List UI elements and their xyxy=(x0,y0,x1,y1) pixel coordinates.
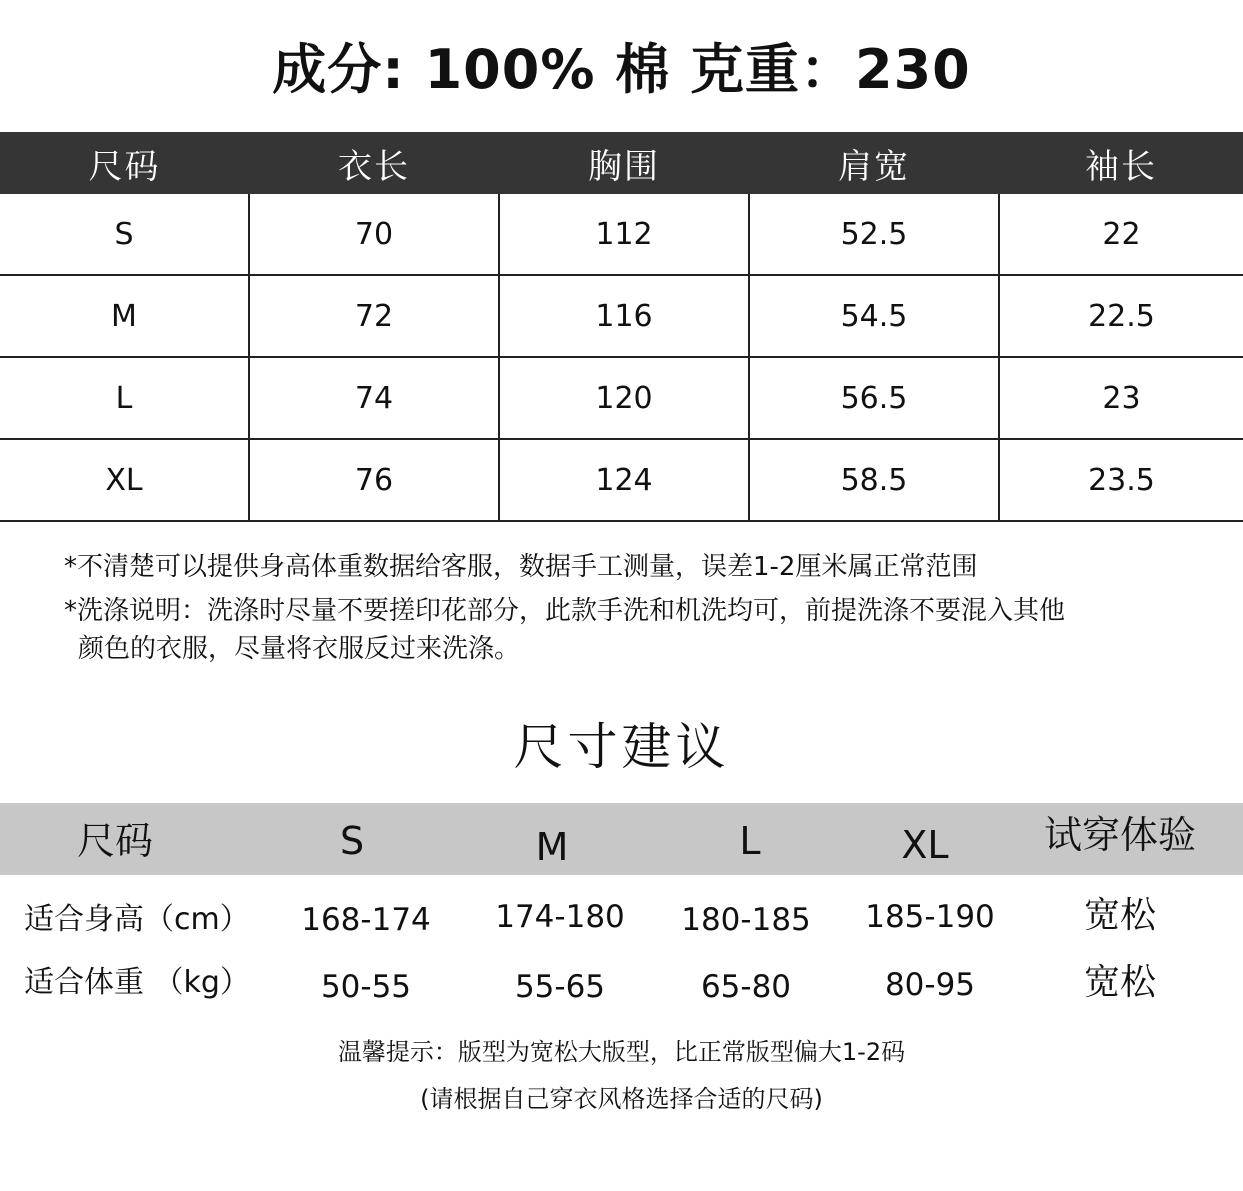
rec-header-xl: XL xyxy=(901,823,949,867)
height-row xyxy=(0,890,1243,950)
rec-header-fit: 试穿体验 xyxy=(1043,813,1196,857)
height-l: 180-185 xyxy=(681,902,811,938)
table-cell: 72 xyxy=(249,275,499,357)
table-cell: 23.5 xyxy=(999,439,1243,521)
rec-header-size: 尺码 xyxy=(76,819,153,863)
header-chest: 胸围 xyxy=(499,132,749,194)
table-cell: 56.5 xyxy=(749,357,999,439)
table-cell: 116 xyxy=(499,275,749,357)
weight-l: 65-80 xyxy=(700,969,792,1005)
table-cell: 74 xyxy=(249,357,499,439)
page-title: 成分: 100% 棉 克重：230 xyxy=(272,38,971,101)
recommend-header-row xyxy=(0,803,1243,875)
table-cell: 54.5 xyxy=(749,275,999,357)
size-chart-table xyxy=(0,132,1243,522)
height-row-label: 适合身高（cm） xyxy=(24,902,250,937)
measurement-note: *不清楚可以提供身高体重数据给客服，数据手工测量，误差1-2厘米属正常范围 xyxy=(64,552,978,582)
table-cell: 22.5 xyxy=(999,275,1243,357)
height-m: 174-180 xyxy=(495,899,625,935)
table-cell: M xyxy=(0,275,249,357)
table-cell: 22 xyxy=(999,194,1243,275)
rec-header-m: M xyxy=(535,825,569,869)
table-cell: 124 xyxy=(499,439,749,521)
weight-row-label: 适合体重 （kg） xyxy=(24,965,250,1000)
height-fit: 宽松 xyxy=(1083,895,1156,936)
washing-note-line1: *洗涤说明：洗涤时尽量不要搓印花部分，此款手洗和机洗均可，前提洗涤不要混入其他 xyxy=(64,596,1066,626)
notes-section xyxy=(64,548,1214,674)
weight-s: 50-55 xyxy=(320,969,412,1005)
table-row xyxy=(0,439,1243,521)
washing-note-line2: 颜色的衣服，尽量将衣服反过来洗涤。 xyxy=(78,634,521,664)
table-row xyxy=(0,357,1243,439)
table-cell: L xyxy=(0,357,249,439)
weight-row xyxy=(0,955,1243,1015)
table-cell: 52.5 xyxy=(749,194,999,275)
rec-header-s: S xyxy=(339,819,365,863)
table-row xyxy=(0,194,1243,275)
table-cell: 112 xyxy=(499,194,749,275)
tip-line-2: (请根据自己穿衣风格选择合适的尺码) xyxy=(420,1085,823,1113)
height-s: 168-174 xyxy=(301,902,431,938)
rec-header-l: L xyxy=(739,819,761,863)
table-cell: 23 xyxy=(999,357,1243,439)
header-length: 衣长 xyxy=(249,132,499,194)
header-size: 尺码 xyxy=(0,132,249,194)
size-chart-header-row xyxy=(0,132,1243,194)
table-row xyxy=(0,275,1243,357)
weight-fit: 宽松 xyxy=(1083,962,1156,1003)
size-suggestion-title: 尺寸建议 xyxy=(513,718,730,776)
table-cell: 120 xyxy=(499,357,749,439)
height-xl: 185-190 xyxy=(865,899,995,935)
table-cell: XL xyxy=(0,439,249,521)
header-sleeve: 袖长 xyxy=(999,132,1243,194)
header-shoulder: 肩宽 xyxy=(749,132,999,194)
table-cell: 58.5 xyxy=(749,439,999,521)
weight-m: 55-65 xyxy=(514,969,606,1005)
weight-xl: 80-95 xyxy=(884,967,976,1003)
table-cell: 76 xyxy=(249,439,499,521)
table-cell: S xyxy=(0,194,249,275)
tip-line-1: 温馨提示：版型为宽松大版型，比正常版型偏大1-2码 xyxy=(337,1038,906,1066)
table-cell: 70 xyxy=(249,194,499,275)
